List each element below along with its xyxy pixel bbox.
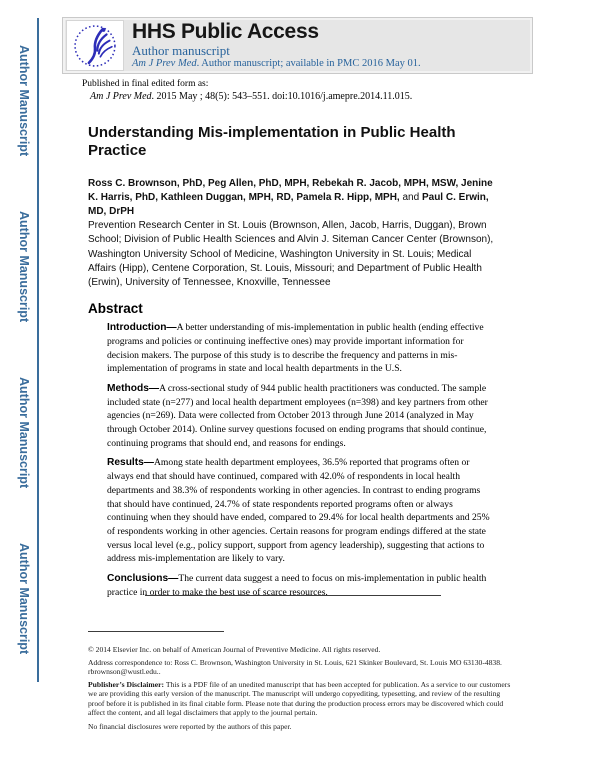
abstract-results: [107, 456, 491, 566]
author-manuscript-watermark: Author Manuscript: [17, 211, 31, 323]
citation-journal-name: Am J Prev Med: [90, 91, 152, 102]
correspondence-note: Address correspondence to: Ross C. Brownson, Washington University in St. Louis, 621 Skinker Boulevard, St. Louis MO 63130-4838. rbrownson@wustl.edu..: [88, 657, 502, 677]
abstract-section-text: A cross-sectional study of 944 public health practitioners was conducted. The sample included state (n=277) and local health department employees (n=398) and key partners from other agencies (n=269). Data were collected from October 2013 through June 2014 (analyzed in May through October 2014). Online survey questions focused on ending programs that should continue, continuing programs that should end, and reasons for endings.: [107, 382, 488, 449]
footnote-separator-rule: [88, 631, 224, 632]
abstract-methods: [107, 382, 491, 451]
abstract-section-label: Results—: [107, 457, 154, 469]
banner-journal-name: Am J Prev Med: [132, 58, 197, 69]
hhs-brand-title: HHS Public Access: [132, 20, 319, 43]
abstract-section-text: Among state health department employees, 36.5% reported that programs often or always end that should have continued, compared with 42.0% of respondents in local health departments and 38.3% of respondents working in other agencies. In contrast to ending programs that should have continued, 24.7% of state respondents reported programs often or always continuing when they should have ended, compared to 29.4% for local health departments and 25% of respondents working in other agencies. Certain reasons for program endings differed at the state versus local level (e.g., policy support, support from agency leadership), suggesting that actions to address mis-implementation are likely to vary.: [107, 457, 490, 565]
abstract-section-label: Methods—: [107, 382, 160, 394]
author-list: [88, 177, 498, 220]
abstract-section-label: Conclusions—: [107, 573, 179, 585]
sidebar-watermark-labels: [13, 18, 35, 682]
abstract-introduction: [107, 321, 491, 376]
citation-details: . 2015 May ; 48(5): 543–551. doi:10.1016/j.amepre.2014.11.015.: [151, 91, 413, 102]
abstract-section-label: Introduction—: [107, 322, 177, 334]
banner-availability-text: . Author manuscript; available in PMC 2016 May 01.: [196, 58, 421, 69]
publisher-disclaimer: [88, 680, 518, 718]
hhs-public-access-banner: [62, 17, 533, 74]
abstract-section-text: A better understanding of mis-implementation in public health (ending effective programs and policies or continuing ineffective ones) may provide important information for decision makers. The purpose of this study is to describe the frequency and patterns in mis-implementation of programs in state and local health departments in the U.S.: [107, 322, 484, 375]
document-body: [62, 74, 534, 731]
author-manuscript-watermark: Author Manuscript: [17, 543, 31, 655]
banner-subtitle: Author manuscript: [132, 43, 230, 58]
banner-text: [132, 21, 421, 70]
copyright-notice: © 2014 Elsevier Inc. on behalf of American Journal of Preventive Medicine. All rights reserved.: [88, 645, 381, 655]
author-manuscript-watermark: Author Manuscript: [17, 377, 31, 489]
published-as-label: Published in final edited form as:: [82, 79, 209, 89]
article-title: Understanding Mis-implementation in Public Health Practice: [88, 123, 456, 159]
citation-line: [90, 91, 534, 103]
abstract-heading: Abstract: [88, 301, 143, 317]
banner-availability-line: [132, 58, 421, 70]
publisher-disclaimer-text: This is a PDF file of an unedited manuscript that has been accepted for publication. As a service to our customers we are providing this early version of the manuscript. The manuscript will undergo copyediting, typesetting, and review of the resulting proof before it is published in its final citable form. Please note that during the production process errors may be discovered which could affect the content, and all legal disclaimers that apply to the journal pertain.: [88, 679, 511, 718]
abstract-section-text: The current data suggest a need to focus on mis-implementation in public health practice in order to make the best use of scarce resources.: [107, 573, 487, 598]
hhs-logo-box: [66, 20, 124, 71]
author-affiliations: Prevention Research Center in St. Louis (Brownson, Allen, Jacob, Harris, Duggan), Brown School; Division of Public Health Sciences and Alvin J. Siteman Cancer Center (Brownson), Washington University School of Medicine, Washington University in St. Louis; Medical Affairs (Hipp), Centene Corporation, St. Louis, Missouri; and Department of Public Health (Erwin), University of Tennessee, Knoxville, Tennessee: [88, 220, 494, 288]
authors-last-name: Paul C. Erwin, MD, DrPH: [88, 191, 489, 217]
publisher-disclaimer-label: Publisher’s Disclaimer:: [88, 679, 166, 689]
sidebar-vertical-rule: [37, 18, 39, 682]
financial-disclosure-note: No financial disclosures were reported by the authors of this paper.: [88, 721, 292, 731]
author-manuscript-sidebar: [0, 18, 55, 682]
authors-and: and: [399, 191, 422, 203]
authors-names: Ross C. Brownson, PhD, Peg Allen, PhD, MPH, Rebekah R. Jacob, MPH, MSW, Jenine K. Harris, PhD, Kathleen Duggan, MPH, RD, Pamela R. Hipp, MPH,: [88, 177, 493, 203]
hhs-eagle-icon: [72, 23, 118, 69]
author-manuscript-watermark: Author Manuscript: [17, 45, 31, 157]
